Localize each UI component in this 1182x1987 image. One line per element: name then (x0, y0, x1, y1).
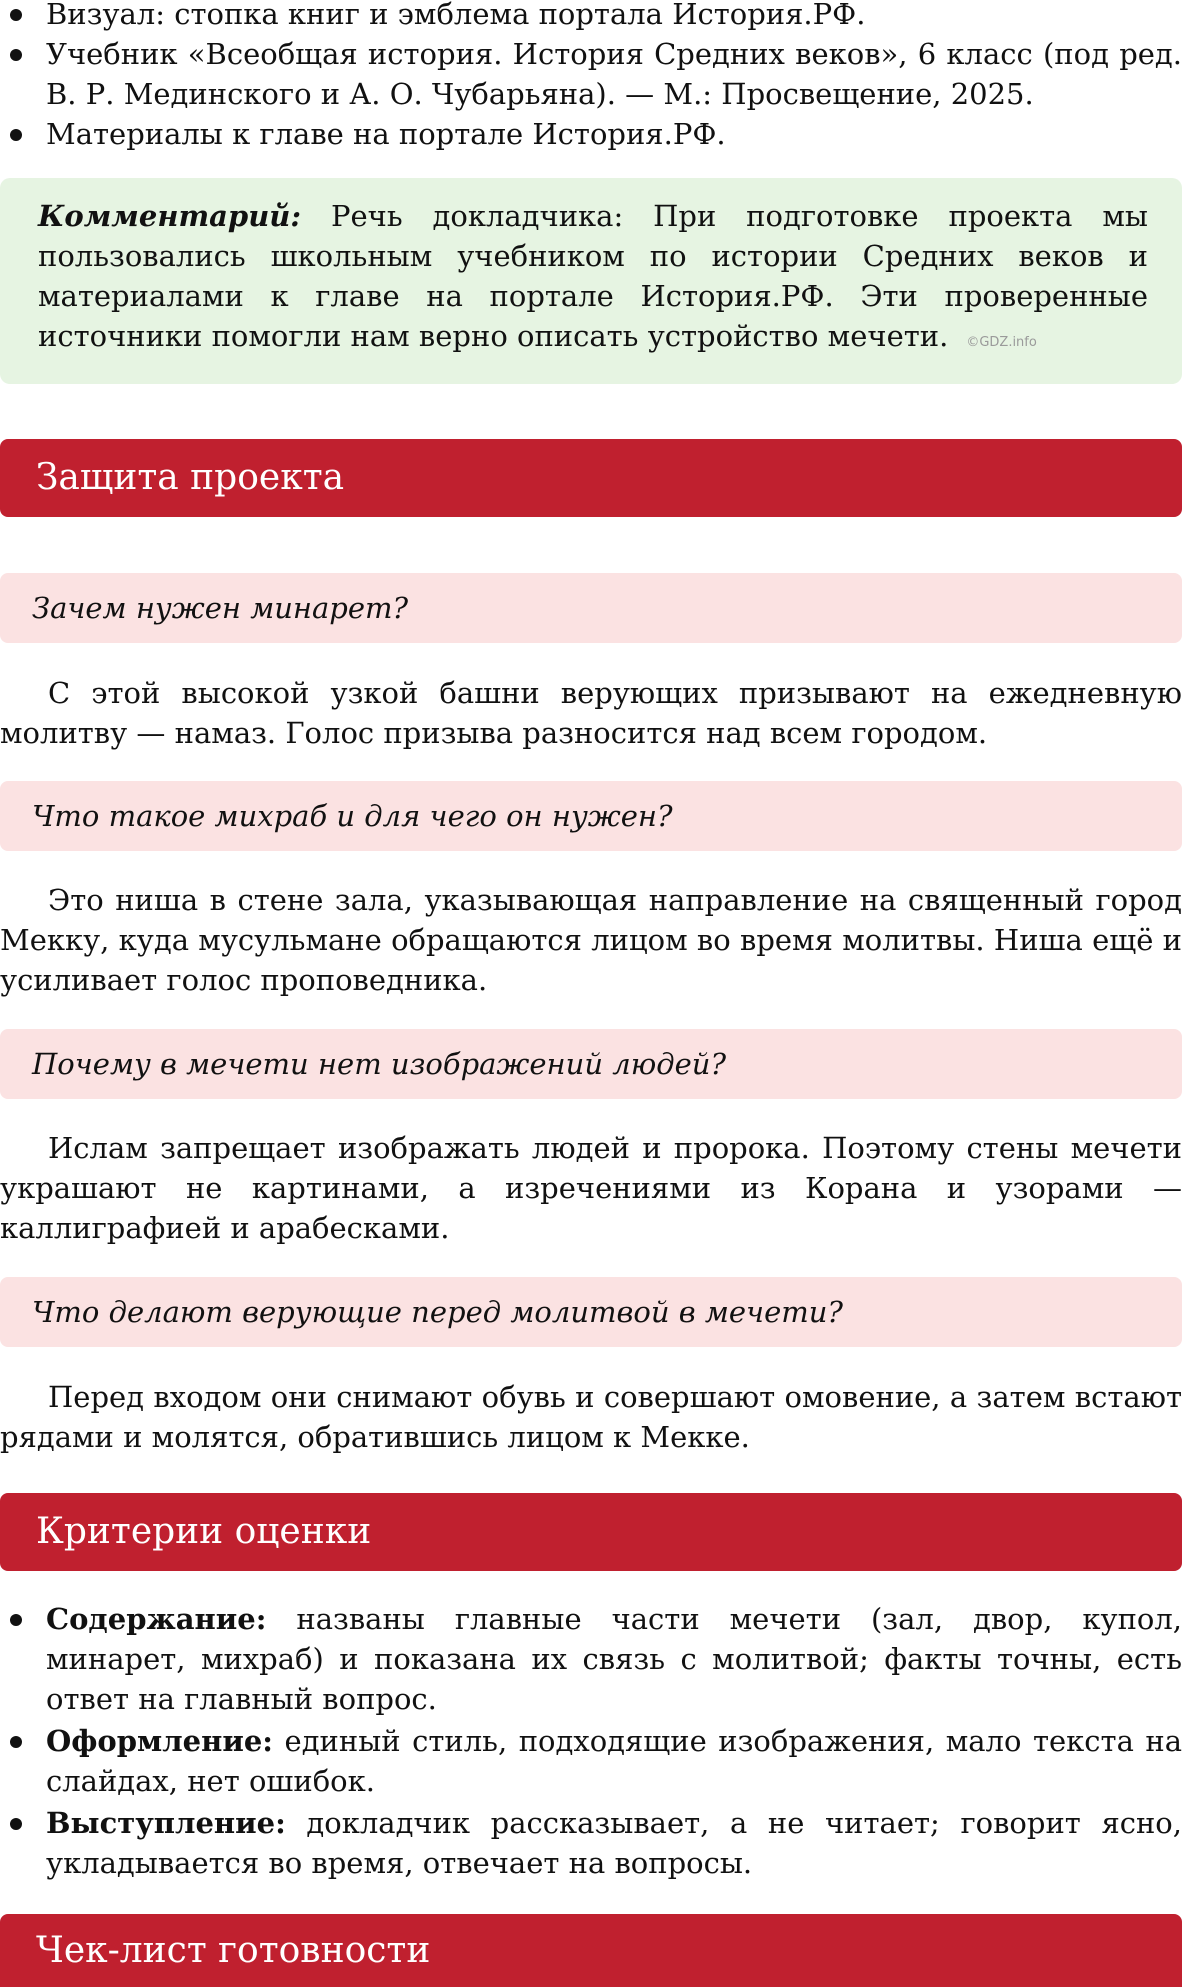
criteria-label: Выступление: (46, 1806, 286, 1840)
list-item: Выступление: докладчик рассказывает, а не читает; говорит ясно, укладывается во время, отвечает на вопросы. (0, 1803, 1182, 1883)
bullet-icon (10, 1614, 22, 1626)
list-item: Материалы к главе на портале История.РФ. (0, 114, 1182, 154)
section-header-checklist: Чек-лист готовности (0, 1914, 1182, 1987)
answer-text: Перед входом они снимают обувь и совершают омовение, а затем встают рядами и молятся, обратившись лицом к Мекке. (0, 1380, 1182, 1454)
bullet-icon (10, 129, 22, 141)
criteria-label: Содержание: (46, 1602, 267, 1636)
bullet-icon (10, 1818, 22, 1830)
section-header-criteria: Критерии оценки (0, 1493, 1182, 1571)
list-item: Визуал: стопка книг и эмблема портала История.РФ. (0, 0, 1182, 34)
list-item: Оформление: единый стиль, подходящие изображения, мало текста на слайдах, нет ошибок. (0, 1721, 1182, 1801)
section-header-defense: Защита проекта (0, 439, 1182, 517)
comment-box (0, 178, 1182, 384)
bullet-icon (10, 1736, 22, 1748)
answer-text: Ислам запрещает изображать людей и пророка. Поэтому стены мечети украшают не картинами, а изречениями из Корана и узорами — каллиграфией и арабесками. (0, 1131, 1182, 1245)
criteria-list (0, 1599, 1182, 1885)
question-box: Зачем нужен минарет? (0, 573, 1182, 643)
sources-list (0, 0, 1182, 154)
list-item: Учебник «Всеобщая история. История Средних веков», 6 класс (под ред. В. Р. Мединского и А. О. Чубарьяна). — М.: Просвещение, 2025. (0, 34, 1182, 114)
watermark-text: ©GDZ.info (966, 335, 1037, 350)
criteria-label: Оформление: (46, 1724, 274, 1758)
bullet-icon (10, 49, 22, 61)
answer-text: Это ниша в стене зала, указывающая направление на священный город Мекку, куда мусульмане обращаются лицом во время молитвы. Ниша ещё и усиливает голос проповедника. (0, 883, 1182, 997)
question-box: Что такое михраб и для чего он нужен? (0, 781, 1182, 851)
question-box: Что делают верующие перед молитвой в мечети? (0, 1277, 1182, 1347)
question-box: Почему в мечети нет изображений людей? (0, 1029, 1182, 1099)
answer-text: С этой высокой узкой башни верующих призывают на ежедневную молитву — намаз. Голос призыва разносится над всем городом. (0, 676, 1182, 750)
comment-text: Речь докладчика: При подготовке проекта мы пользовались школьным учебником по истории Средних веков и материалами к главе на портале История.РФ. Эти проверенные источники помогли нам верно описать устройство мечети. (38, 199, 1148, 353)
bullet-icon (10, 9, 22, 21)
comment-label: Комментарий: (38, 199, 302, 233)
list-item: Содержание: названы главные части мечети (зал, двор, купол, минарет, михраб) и показана их связь с молитвой; факты точны, есть ответ на главный вопрос. (0, 1599, 1182, 1719)
